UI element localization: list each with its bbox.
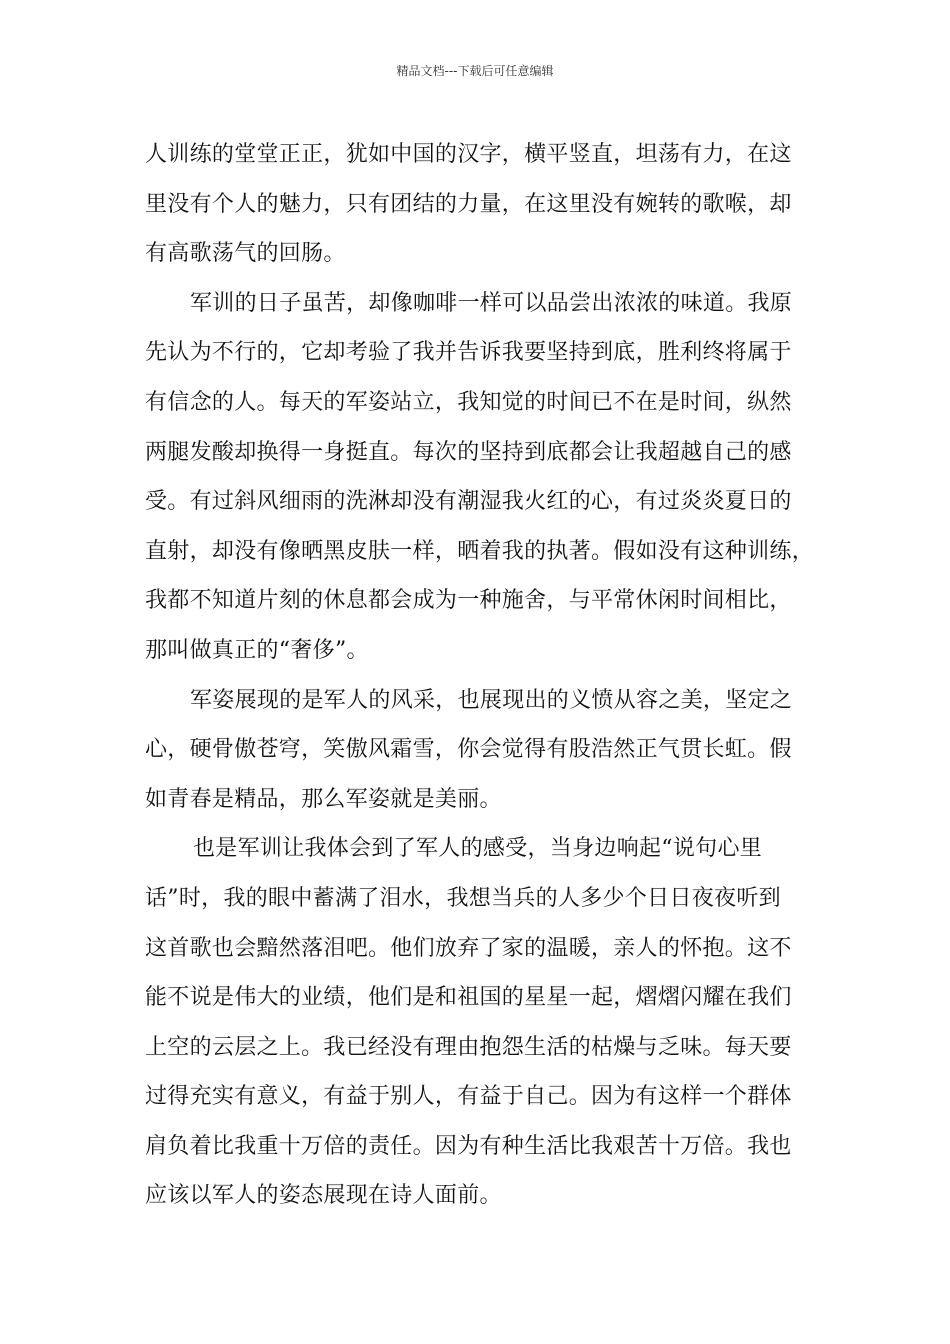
text-line: 过得充实有意义，有益于别人，有益于自己。因为有这样一个群体	[145, 1084, 792, 1110]
text-line: 那叫做真正的“奢侈”。	[145, 637, 369, 663]
text-line: 也是军训让我体会到了军人的感受，当身边响起“说句心里	[193, 836, 763, 862]
text-line: 我都不知道片刻的休息都会成为一种施舍，与平常休闲时间相比，	[145, 588, 792, 614]
text-line: 如青春是精品，那么军姿就是美丽。	[145, 786, 502, 812]
page-header: 精品文档---下载后可任意编辑	[396, 64, 554, 78]
text-line: 话”时，我的眼中蓄满了泪水，我想当兵的人多少个日日夜夜听到	[145, 885, 781, 911]
text-line: 应该以军人的姿态展现在诗人面前。	[145, 1183, 502, 1209]
text-line: 上空的云层之上。我已经没有理由抱怨生活的枯燥与乏味。每天要	[145, 1034, 792, 1060]
text-line: 直射，却没有像晒黑皮肤一样，晒着我的执著。假如没有这种训练，	[145, 538, 815, 564]
text-line: 能不说是伟大的业绩，他们是和祖国的星星一起，熠熠闪耀在我们	[145, 985, 792, 1011]
text-line: 军训的日子虽苦，却像咖啡一样可以品尝出浓浓的味道。我原	[190, 290, 793, 316]
text-line: 两腿发酸却换得一身挺直。每次的坚持到底都会让我超越自己的感	[145, 439, 792, 465]
text-line: 这首歌也会黯然落泪吧。他们放弃了家的温暖，亲人的怀抱。这不	[145, 935, 792, 961]
document-body	[145, 130, 820, 1221]
text-line: 有信念的人。每天的军姿站立，我知觉的时间已不在是时间，纵然	[145, 389, 792, 415]
text-line: 有高歌荡气的回肠。	[145, 241, 346, 267]
text-line: 里没有个人的魅力，只有团结的力量，在这里没有婉转的歌喉，却	[145, 191, 792, 217]
text-line: 先认为不行的，它却考验了我并告诉我要坚持到底，胜利终将属于	[145, 340, 792, 366]
text-line: 军姿展现的是军人的风采，也展现出的义愤从容之美，坚定之	[190, 687, 793, 713]
text-line: 受。有过斜风细雨的洗淋却没有潮湿我火红的心，有过炎炎夏日的	[145, 489, 792, 515]
text-line: 心，硬骨傲苍穹，笑傲风霜雪，你会觉得有股浩然正气贯长虹。假	[145, 737, 792, 763]
text-line: 人训练的堂堂正正，犹如中国的汉字，横平竖直，坦荡有力，在这	[145, 142, 792, 167]
text-line: 肩负着比我重十万倍的责任。因为有种生活比我艰苦十万倍。我也	[145, 1133, 792, 1159]
